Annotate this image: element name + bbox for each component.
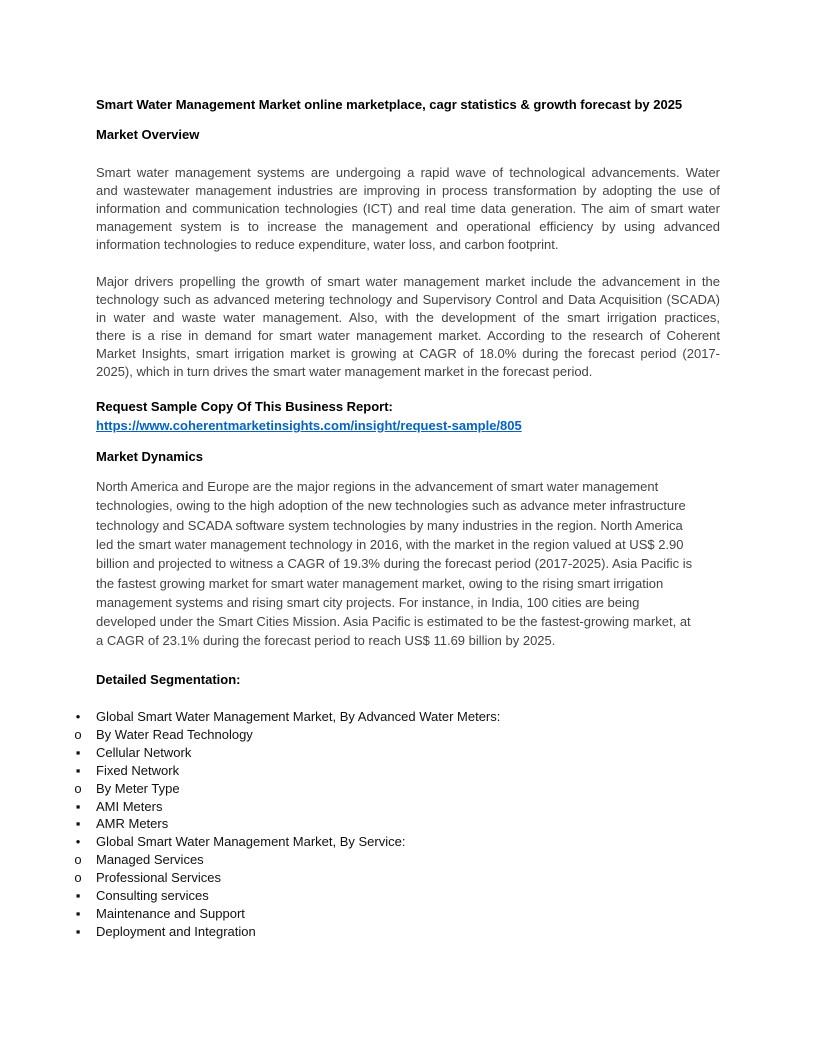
paragraph-line: management system is to increase the management and operational efficiency by using advanced bbox=[96, 219, 720, 234]
list-item-text: By Water Read Technology bbox=[96, 726, 253, 742]
list-item-text: Consulting services bbox=[96, 888, 209, 903]
bullet-icon: ▪ bbox=[75, 816, 81, 832]
paragraph-line: a CAGR of 23.1% during the forecast period to reach US$ 11.69 billion by 2025. bbox=[96, 633, 556, 649]
list-item-text: AMR Meters bbox=[96, 816, 169, 832]
paragraph-line: Smart water management systems are undergoing a rapid wave of technological advancements. Water bbox=[96, 165, 720, 180]
market-dynamics-heading: Market Dynamics bbox=[96, 449, 203, 464]
list-item-text: Maintenance and Support bbox=[96, 905, 245, 921]
request-sample-link[interactable]: https://www.coherentmarketinsights.com/insight/request-sample/805 bbox=[96, 418, 522, 433]
list-item bbox=[74, 870, 221, 886]
paragraph-line: Major drivers propelling the growth of smart water management market include the advancement in the bbox=[96, 274, 720, 289]
list-item bbox=[75, 762, 180, 778]
list-item bbox=[75, 923, 256, 939]
paragraph-line: and wastewater management industries are improving in process transformation by adopting the use of bbox=[96, 183, 720, 198]
list-item bbox=[74, 726, 253, 742]
paragraph-line: there is a rise in demand for smart water management market. According to the research of Coherent bbox=[96, 328, 720, 343]
list-item bbox=[75, 744, 192, 760]
document-title: Smart Water Management Market online marketplace, cagr statistics & growth forecast by 2025 bbox=[96, 97, 683, 112]
list-item bbox=[74, 780, 180, 796]
bullet-icon: ▪ bbox=[75, 923, 81, 939]
request-sample-label: Request Sample Copy Of This Business Report: bbox=[96, 399, 393, 414]
list-item-text: Managed Services bbox=[96, 852, 204, 868]
paragraph-line: information technologies to reduce expenditure, water loss, and carbon footprint. bbox=[96, 237, 559, 252]
bullet-icon: o bbox=[74, 780, 82, 796]
paragraph-line: technology such as advanced metering technology and Supervisory Control and Data Acquisition (SCADA) bbox=[96, 292, 720, 307]
bullet-icon: ▪ bbox=[75, 744, 81, 760]
bullet-icon: ▪ bbox=[75, 905, 81, 921]
list-item-text: Global Smart Water Management Market, By Advanced Water Meters: bbox=[96, 709, 501, 724]
paragraph-line: led the smart water management technology in 2016, with the market in the region valued at US$ 2.90 bbox=[96, 536, 684, 552]
paragraph-line: management systems and rising smart city projects. For instance, in India, 100 cities are being bbox=[96, 594, 640, 610]
list-item bbox=[75, 709, 501, 724]
paragraph-line: Market Insights, smart irrigation market is growing at CAGR of 18.0% during the forecast period (2017- bbox=[96, 346, 720, 361]
bullet-icon: o bbox=[74, 870, 82, 886]
bullet-icon: ▪ bbox=[75, 888, 81, 903]
list-item bbox=[75, 834, 406, 850]
paragraph-line: in water and waste water management. Also, with the development of the smart irrigation practices, bbox=[96, 310, 720, 325]
list-item-text: By Meter Type bbox=[96, 780, 180, 796]
list-item-text: Fixed Network bbox=[96, 762, 180, 778]
market-overview-heading: Market Overview bbox=[96, 127, 200, 142]
list-item bbox=[75, 905, 245, 921]
bullet-icon: ▪ bbox=[75, 798, 81, 814]
paragraph-line: technology and SCADA software system technologies by many industries in the region. North America bbox=[96, 517, 683, 533]
list-item-text: Global Smart Water Management Market, By Service: bbox=[96, 834, 406, 850]
bullet-icon: • bbox=[75, 709, 81, 724]
paragraph-line: North America and Europe are the major regions in the advancement of smart water management bbox=[96, 479, 659, 494]
bullet-icon: ▪ bbox=[75, 762, 81, 778]
paragraph-line: developed under the Smart Cities Mission. Asia Pacific is estimated to be the fastest-growing market, at bbox=[96, 614, 691, 630]
list-item bbox=[75, 798, 163, 814]
list-item-text: Professional Services bbox=[96, 870, 221, 886]
bullet-icon: • bbox=[75, 834, 81, 850]
paragraph-line: 2025), which in turn drives the smart water management market in the forecast period. bbox=[96, 364, 593, 379]
list-item-text: AMI Meters bbox=[96, 798, 163, 814]
list-item bbox=[74, 852, 204, 868]
detailed-segmentation-heading: Detailed Segmentation: bbox=[96, 672, 241, 687]
paragraph-line: billion and projected to witness a CAGR of 19.3% during the forecast period (2017-2025). Asia Pacific is bbox=[96, 556, 693, 572]
list-item-text: Deployment and Integration bbox=[96, 923, 256, 939]
bullet-icon: o bbox=[74, 726, 82, 742]
list-item bbox=[75, 888, 209, 903]
list-item-text: Cellular Network bbox=[96, 744, 192, 760]
list-item bbox=[75, 816, 169, 832]
paragraph-line: information and communication technologies (ICT) and real time data generation. The aim of smart water bbox=[96, 201, 720, 216]
paragraph-line: the fastest growing market for smart water management market, owing to the rising smart irrigation bbox=[96, 575, 664, 591]
paragraph-line: technologies, owing to the high adoption of the new technologies such as advance meter infrastructure bbox=[96, 498, 686, 514]
bullet-icon: o bbox=[74, 852, 82, 868]
